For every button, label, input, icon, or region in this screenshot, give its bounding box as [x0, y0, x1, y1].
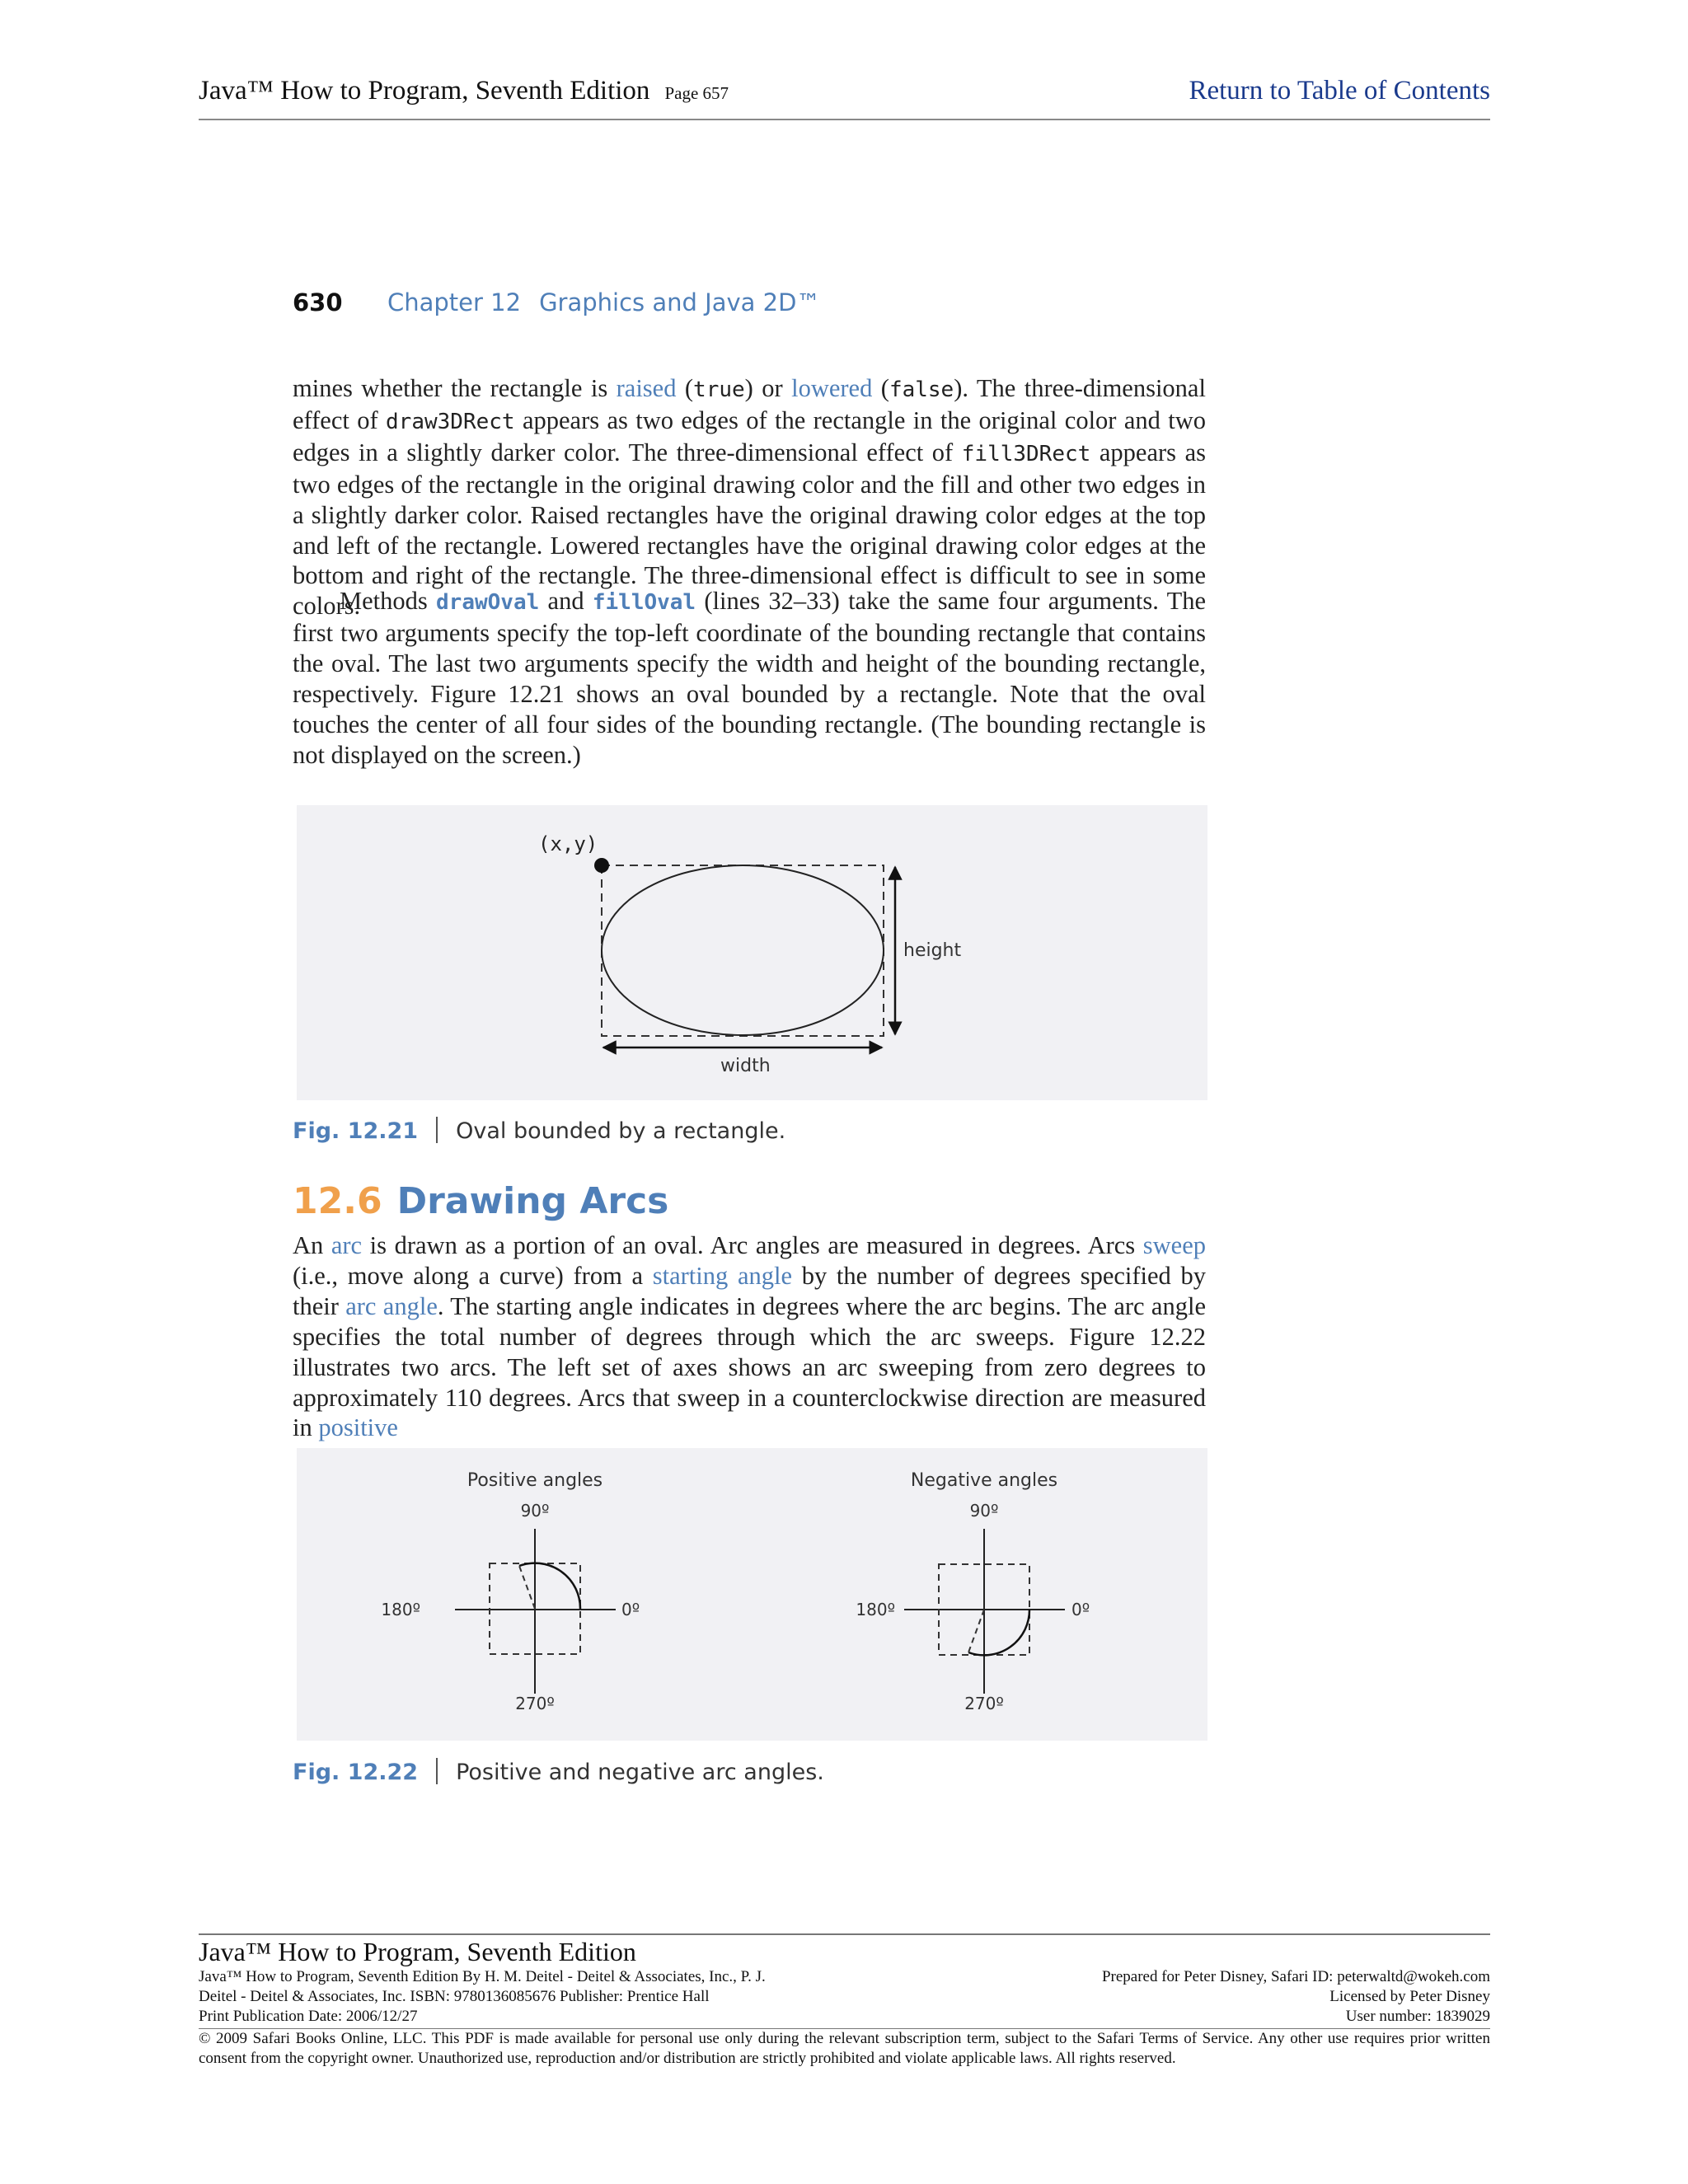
code-draw3drect: draw3DRect	[386, 409, 515, 434]
footer-user-number: User number: 1839029	[1345, 2008, 1490, 2025]
coordinate-label: (x,y)	[538, 832, 598, 855]
left-sweep-line	[519, 1566, 535, 1609]
footer-copyright: © 2009 Safari Books Online, LLC. This PDF is made available for personal use only during the relevant subscription term, subject to the Safari Terms of Service. Any other use requires prior written consent from the copyright owner. Unauthorized use, reproduction and/or distribution are strictly prohibited and violate applicable laws. All rights reserved.	[199, 2030, 1490, 2067]
positive-angles-diagram	[381, 1470, 640, 1713]
left-90-label: 90º	[520, 1501, 550, 1521]
right-sweep-line	[968, 1610, 984, 1652]
footer-licensed-by: Licensed by Peter Disney	[1329, 1988, 1490, 2005]
footer-prepared-for: Prepared for Peter Disney, Safari ID: peterwaltd@wokeh.com	[1101, 1968, 1490, 1985]
chapter-label: Chapter 12	[387, 288, 522, 316]
figure-number: Fig. 12.21	[293, 1118, 419, 1144]
footer-isbn: Deitel - Deitel & Associates, Inc. ISBN: 9780136085676 Publisher: Prentice Hall	[199, 1988, 710, 2005]
right-0-label: 0º	[1071, 1600, 1090, 1619]
negative-angles-title: Negative angles	[910, 1470, 1058, 1491]
oval-diagram	[297, 805, 1207, 1100]
footer-authors: Java™ How to Program, Seventh Edition By H. M. Deitel - Deitel & Associates, Inc., P. J.	[199, 1968, 766, 1985]
negative-angles-diagram	[856, 1470, 1090, 1713]
table-of-contents-link[interactable]: Return to Table of Contents	[1189, 76, 1490, 105]
section-heading	[293, 1180, 668, 1222]
figure-caption-text: Positive and negative arc angles.	[456, 1760, 824, 1785]
left-0-label: 0º	[621, 1600, 640, 1619]
height-label: height	[903, 940, 962, 961]
term-sweep: sweep	[1142, 1231, 1206, 1259]
oval-shape	[602, 865, 884, 1035]
origin-point	[594, 858, 609, 873]
top-header	[199, 76, 1490, 120]
left-270-label: 270º	[515, 1694, 555, 1713]
left-180-label: 180º	[381, 1600, 420, 1619]
footer-row-2	[199, 1987, 1490, 2007]
code-fill3drect: fill3DRect	[961, 441, 1091, 466]
chapter-title: Graphics and Java 2D™	[539, 288, 821, 316]
figure-caption-text: Oval bounded by a rectangle.	[456, 1118, 786, 1144]
code-filloval: fillOval	[592, 590, 696, 615]
code-drawoval: drawOval	[436, 590, 540, 615]
arc-angles-diagram	[297, 1448, 1207, 1741]
page-number: 630	[293, 288, 343, 316]
positive-angles-title: Positive angles	[467, 1470, 603, 1491]
footer-row-1	[199, 1967, 1490, 1987]
footer-publication-date: Print Publication Date: 2006/12/27	[199, 2008, 418, 2025]
term-starting-angle: starting angle	[652, 1261, 792, 1290]
figure-12-21-caption	[293, 1117, 785, 1144]
right-180-label: 180º	[856, 1600, 895, 1619]
right-90-label: 90º	[969, 1501, 999, 1521]
chapter-reference	[387, 288, 838, 316]
term-positive: positive	[318, 1413, 398, 1442]
width-label: width	[720, 1056, 771, 1076]
figure-12-22	[297, 1448, 1207, 1741]
page-footer	[199, 1933, 1490, 2069]
footer-row-3	[199, 2007, 1490, 2027]
term-arc: arc	[331, 1231, 363, 1259]
paragraph-3d-rect: mines whether the rectangle is raised (true) or lowered (false). The three-dimensional effect of draw3DRect appears as two edges of the rectangle in the original color and two edges in a slightly darker color. The three-dimensional effect of fill3DRect appears as two edges of the rectangle in the original drawing color and the fill and other two edges in a slightly darker color. Raised rectangles have the original drawing color edges at the top and left of the rectangle. Lowered rectangles have the original drawing color edges at the bottom and right of the rectangle. The three-dimensional effect is difficult to see in some colors.	[293, 374, 1207, 621]
section-number: 12.6	[293, 1180, 382, 1222]
figure-12-21	[297, 805, 1207, 1100]
book-title-text: Java™ How to Program, Seventh Edition	[199, 76, 650, 105]
term-arc-angle: arc angle	[345, 1291, 438, 1320]
code-true: true	[693, 377, 745, 402]
book-title	[199, 76, 729, 106]
section-title: Drawing Arcs	[396, 1180, 669, 1222]
paragraph-oval-methods: Methods drawOval and fillOval (lines 32–33) take the same four arguments. The first two arguments specify the top-left coordinate of the bounding rectangle that contains the oval. The last two arguments specify the width and height of the bounding rectangle, respectively. Figure 12.21 shows an oval bounded by a rectangle. Note that the oval touches the center of all four sides of the bounding rectangle. (The bounding rectangle is not displayed on the screen.)	[293, 587, 1206, 769]
negative-arc	[968, 1610, 1029, 1655]
footer-book-title: Java™ How to Program, Seventh Edition	[199, 1937, 636, 1966]
term-lowered: lowered	[791, 374, 873, 402]
page-reference: Page 657	[664, 83, 729, 103]
running-head	[293, 288, 838, 317]
figure-number: Fig. 12.22	[293, 1760, 419, 1785]
right-270-label: 270º	[964, 1694, 1004, 1713]
paragraph-arcs: An arc is drawn as a portion of an oval. Arc angles are measured in degrees. Arcs sweep (i.e., move along a curve) from a starting angle by the number of degrees specified by their arc angle. The starting angle indicates in degrees where the arc begins. The arc angle specifies the total number of degrees through which the arc sweeps. Figure 12.22 illustrates two arcs. The left set of axes shows an arc sweeping from zero degrees to approximately 110 degrees. Arcs that sweep in a counterclockwise direction are measured in positive	[293, 1231, 1206, 1442]
code-false: false	[889, 377, 954, 402]
positive-arc	[519, 1563, 580, 1609]
term-raised: raised	[616, 374, 677, 402]
figure-12-22-caption	[293, 1758, 824, 1785]
